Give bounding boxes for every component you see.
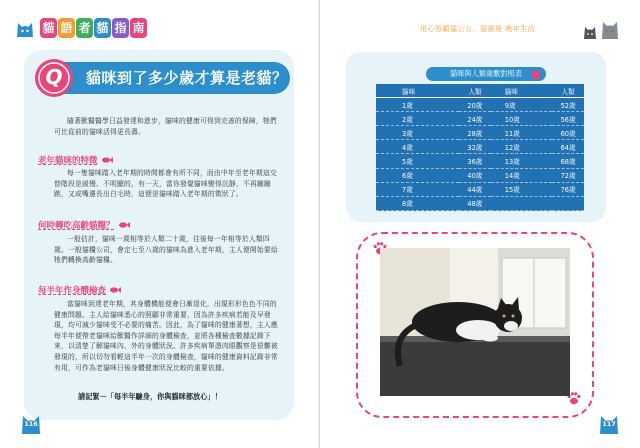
page-number-badge: [20, 413, 42, 435]
table-cell: 36歲: [459, 154, 491, 168]
section-body: 每一隻貓咪踏入老年期的時間都會有所不同，而由中年至老年期這交替階段是緩慢、不明顯的。有一天，當你發覺貓咪變得沉靜、不再蹦蹦跳，又或嘴邊長出白毛時，這便是貓咪踏入老年期的徵狀了。: [54, 169, 277, 199]
cat-logo-icon: [14, 17, 36, 39]
table-cell: 64歲: [552, 140, 584, 154]
table-cell: 52歲: [552, 98, 584, 112]
cat-photo: [380, 248, 570, 396]
column-header: 人類: [552, 84, 584, 98]
intro-paragraph: 隨著獸醫醫學日益發達和進步，貓咪的健康可得到完善的保障，牠們可比從前的貓咪活得更長壽。: [54, 117, 277, 136]
table-cell: 6歲: [376, 168, 459, 182]
brand-char: 貓: [40, 18, 57, 38]
question-badge-letter: Q: [45, 65, 63, 89]
cat-icon: [530, 66, 542, 80]
table-cell: 15歲: [491, 182, 552, 196]
age-comparison-table: [376, 84, 584, 211]
table-cell: 12歲: [491, 140, 552, 154]
table-cell: 72歲: [552, 168, 584, 182]
table-cell: 11歲: [491, 126, 552, 140]
table-cell: 56歲: [552, 112, 584, 126]
cats-icon: [580, 18, 626, 40]
table-cell: 5歲: [376, 154, 459, 168]
table-cell: 60歲: [552, 126, 584, 140]
section-heading-text: 老年貓咪的特徵: [38, 156, 98, 166]
section-body: 當貓咪到達老年期，其身體機能便會日漸退化，出現形形色色不同的健康問題。主人給貓咪悉心的照顧非常重要，因為許多疾病若能及早發現，均可減少貓咪受不必要的痛苦。因此，為了貓咪的健康著想，主人應每半年便帶老貓咪給獸醫作詳細的身體檢查，並將各種檢查數據記錄下來，以清楚了解貓咪內、外的身體狀況。許多疾病單憑肉眼觀察是很難被發現的，所以切勿看輕這半年一次的身體檢查，貓咪的健康資料記錄非常有用，可作為老貓咪日後身體健康狀況比較的重要依據。: [54, 300, 278, 372]
table-cell: 40歲: [459, 168, 491, 182]
table-cell: 4歲: [376, 140, 459, 154]
table-cell: 32歲: [459, 140, 491, 154]
page-number: 117: [602, 420, 616, 428]
column-header: 人類: [459, 84, 491, 98]
table-cell: 2歲: [376, 112, 459, 126]
section-heading-text: 何時轉吃高齡貓糧？: [38, 221, 115, 231]
table-cell: 8歲: [376, 196, 459, 210]
column-header: 貓咪: [376, 84, 459, 98]
brand-title: [40, 18, 147, 38]
brand-char: 者: [76, 18, 93, 38]
closing-line: 請記緊－「每半年驗身，你與貓咪都放心」！: [78, 392, 222, 401]
table-cell: 68歲: [552, 154, 584, 168]
table-row: [376, 126, 584, 140]
table-cell: 13歲: [491, 154, 552, 168]
fish-icon: [118, 221, 130, 229]
table-title: 貓咪與人類歲數對照表: [426, 67, 546, 81]
table-row: [376, 140, 584, 154]
right-header: 用心照顧貓公公、貓婆婆 晚年生活: [420, 25, 536, 33]
table-cell: 10歲: [491, 112, 552, 126]
table-header-row: [376, 84, 584, 98]
brand-char: 南: [130, 18, 147, 38]
section-heading: [38, 284, 121, 296]
left-header: [14, 14, 147, 42]
fish-icon: [101, 156, 113, 164]
table-cell: 28歲: [459, 126, 491, 140]
section-body: 一般估計，貓咪一歲相等於人類二十歲，往後每一年相等於人類四歲。一般貓糧公司，會定七至八歲的貓咪為進入老年期，主人便開始要給牠們轉換高齡貓糧。: [54, 235, 278, 265]
table-cell: 7歲: [376, 182, 459, 196]
section-heading: [38, 154, 113, 166]
page-number-badge: [598, 413, 620, 435]
table-cell: 48歲: [459, 196, 491, 210]
brand-char: 語: [58, 18, 75, 38]
table-row: [376, 168, 584, 182]
brand-char: 貓: [94, 18, 111, 38]
brand-char: 指: [112, 18, 129, 38]
table-cell: 9歲: [491, 98, 552, 112]
table-cell: 14歲: [491, 168, 552, 182]
page-title: 貓咪到了多少歲才算是老貓？: [86, 69, 288, 87]
table-row: [376, 196, 584, 210]
table-cell: 44歲: [459, 182, 491, 196]
section-heading-text: 每半年作身體檢查: [38, 286, 107, 296]
table-cell: 24歲: [459, 112, 491, 126]
table-cell: 3歲: [376, 126, 459, 140]
table-cell: 1歲: [376, 98, 459, 112]
section-heading: [38, 219, 130, 231]
fish-icon: [109, 286, 121, 294]
table-cell: [491, 196, 552, 210]
table-cell: 20歲: [459, 98, 491, 112]
table-cell: 76歲: [552, 182, 584, 196]
table-row: [376, 98, 584, 112]
table-row: [376, 182, 584, 196]
table-row: [376, 154, 584, 168]
column-header: 貓咪: [491, 84, 552, 98]
table-cell: [552, 196, 584, 210]
page-number: 116: [24, 420, 38, 428]
table-row: [376, 112, 584, 126]
